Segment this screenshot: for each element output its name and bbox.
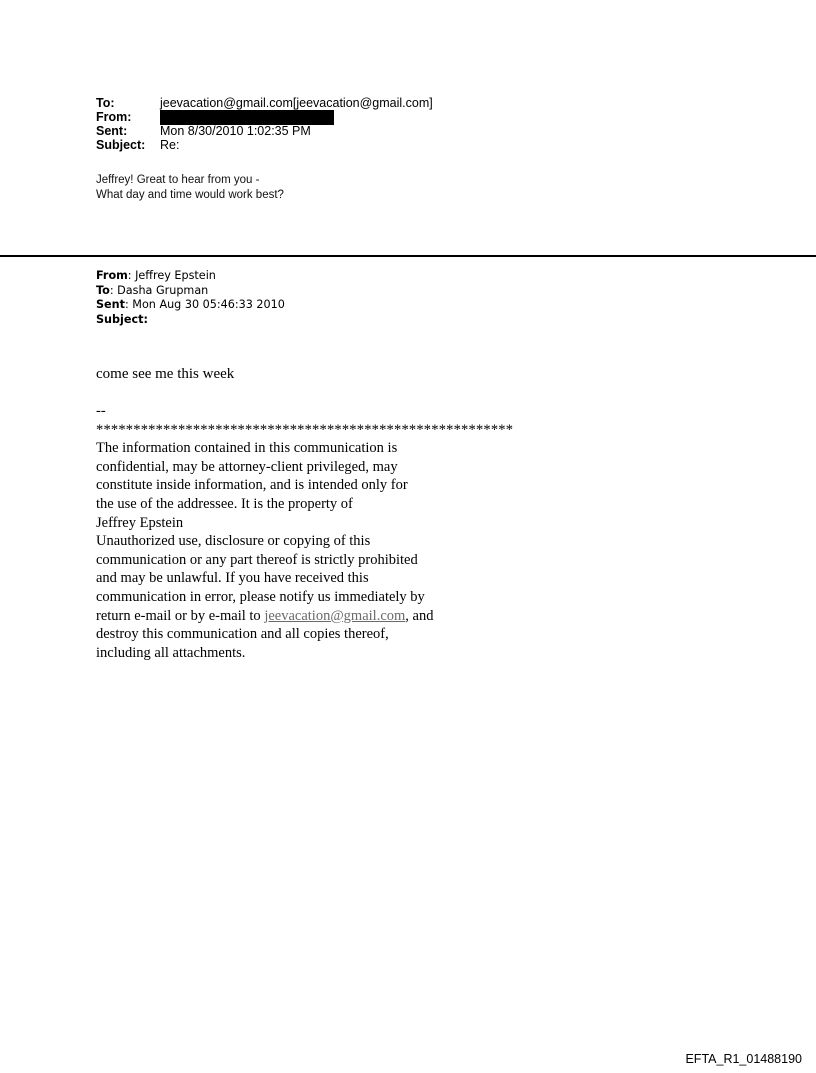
signature-line-5: Jeffrey Epstein	[96, 514, 184, 531]
signature-line-10	[96, 607, 513, 626]
signature-stars: ********************************************************	[96, 421, 514, 438]
to-label: To:	[96, 96, 115, 110]
original-subject-label: Subject	[96, 312, 144, 326]
signature-line-9: communication in error, please notify us immediately by	[96, 588, 425, 605]
signature-line-1: The information contained in this communication is	[96, 440, 398, 457]
original-from-label: From	[96, 269, 128, 282]
email-header	[96, 96, 433, 152]
sent-value: Mon 8/30/2010 1:02:35 PM	[160, 124, 311, 138]
original-header	[96, 269, 285, 327]
original-to-label: To	[96, 283, 110, 297]
divider	[0, 255, 816, 257]
subject-label: Subject:	[96, 138, 146, 152]
sent-row	[96, 124, 433, 138]
signature-post-link: , and	[405, 607, 434, 624]
signature-line-11: destroy this communication and all copies thereof,	[96, 626, 389, 643]
signature-line-6: Unauthorized use, disclosure or copying of this	[96, 533, 371, 550]
subject-row	[96, 138, 433, 152]
signature-line-7: communication or any part thereof is strictly prohibited	[96, 551, 418, 568]
email-link[interactable]: jeevacation@gmail.com	[264, 607, 406, 624]
sent-label: Sent:	[96, 124, 128, 138]
subject-value: Re:	[160, 138, 180, 152]
signature	[96, 402, 513, 662]
original-to-value: : Dasha Grupman	[109, 283, 209, 297]
document-id: EFTA_R1_01488190	[685, 1052, 802, 1066]
signature-line-12: including all attachments.	[96, 644, 246, 661]
reply-line-1: Jeffrey! Great to hear from you -	[96, 174, 260, 186]
original-sent-row	[96, 298, 285, 313]
reply-body	[96, 173, 284, 203]
signature-line-4: the use of the addressee. It is the property of	[96, 495, 353, 512]
to-value: jeevacation@gmail.com[jeevacation@gmail.com]	[160, 96, 433, 110]
from-row	[96, 110, 433, 124]
from-label: From:	[96, 110, 132, 124]
original-sent-label: Sent	[96, 298, 125, 311]
signature-line-2: confidential, may be attorney-client privileged, may	[96, 458, 398, 475]
signature-line-3: constitute inside information, and is intended only for	[96, 477, 408, 494]
original-from-row	[96, 269, 285, 284]
original-subject-row	[96, 313, 285, 328]
signature-pre-link: return e-mail or by e-mail to	[96, 607, 265, 624]
redaction-block	[160, 110, 334, 125]
original-from-value: : Jeffrey Epstein	[127, 269, 216, 282]
signature-line-8: and may be unlawful. If you have received this	[96, 570, 369, 587]
original-sent-value: : Mon Aug 30 05:46:33 2010	[124, 298, 285, 311]
original-to-row	[96, 284, 285, 299]
message-body: come see me this week	[96, 366, 235, 382]
to-row	[96, 96, 433, 110]
signature-dashes: --	[96, 403, 106, 419]
reply-line-2: What day and time would work best?	[96, 189, 284, 201]
original-subject-value: :	[143, 312, 148, 326]
